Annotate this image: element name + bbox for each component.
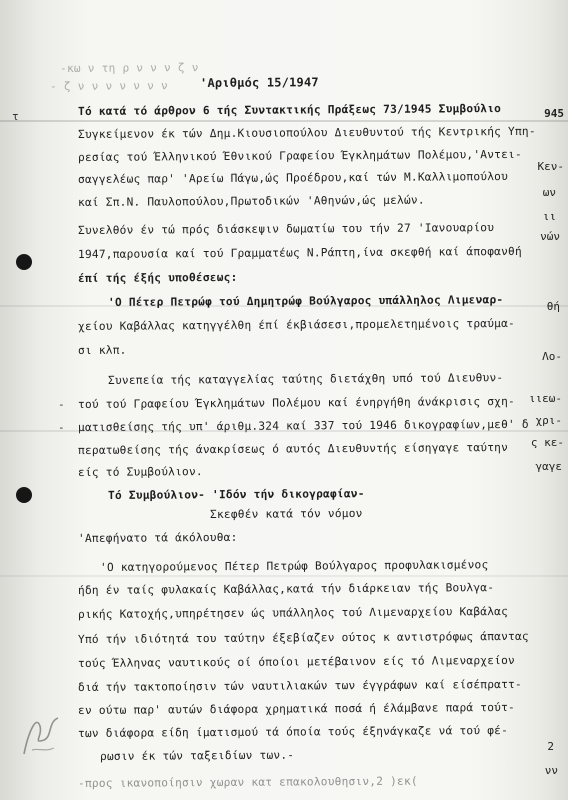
margin-note: ων xyxy=(542,186,556,199)
margin-note: 2 xyxy=(547,740,554,753)
text-line: Συγκείμενον έκ τών Δημ.Κιουσιοπούλου Διευθυντού τής Κεντρικής Υπη- xyxy=(77,124,536,141)
bleed-through-text: -κω ν τη ρ ν ν ν ζ ν xyxy=(59,61,199,75)
text-line: είς τό Συμβούλιον. xyxy=(77,465,203,479)
text-line: 1947,παρουσία καί τού Γραμματέως Ν.Ράπτη,ίνα σκεφθή καί άποφανθή xyxy=(77,244,522,261)
text-line: Τό κατά τό άρθρον 6 τής Συντακτικής Πράξεως 73/1945 Συμβούλιο xyxy=(77,102,502,118)
text-line: τούς Έλληνας ναυτικούς οί όποίοι μετέβαινον είς τό Λιμεναρχείον xyxy=(77,653,515,670)
text-line: των διάφορα είδη ίματισμού τά όποία τούς έξηνάγκαζε νά τού φέ- xyxy=(77,723,509,740)
text-line: τού τού Γραφείου Έγκλημάτων Πολέμου καί ένηργήθη άνάκρισις σχη- xyxy=(77,394,515,411)
text-line: διά τήν τακτοποίησιν τών ναυτιλιακών των έγγράφων καί είσέπραττ- xyxy=(77,677,522,694)
punch-hole xyxy=(16,487,32,503)
text-line: ματισθείσης τής υπ' άριθμ.324 καί 337 τού 1946 δικογραφίων,μεθ' δ xyxy=(77,417,529,434)
left-margin-mark: τ xyxy=(12,110,19,123)
margin-note: ιι xyxy=(542,210,556,223)
scan-streak xyxy=(0,575,568,577)
margin-note: γαγε xyxy=(535,460,562,473)
text-line: Συνελθόν έν τώ πρός διάσκεψιν δωματίω του τήν 27 'Ιανουαρίου xyxy=(77,221,495,237)
text-line: Τό Συμβούλιον- 'Ιδόν τήν δικογραφίαν- xyxy=(107,487,365,502)
text-line: 'Ο κατηγορούμενος Πέτερ Πετρώφ Βούλγαρος προφυλακισμένος xyxy=(99,558,489,574)
text-line: περατωθείσης τής άνακρίσεως ό αυτός Διευθυντής είσηγαγε ταύτην xyxy=(77,440,509,457)
margin-note: χρι- xyxy=(535,414,562,427)
text-line: Σκεφθέν κατά τόν νόμον xyxy=(209,506,363,521)
text-line: ήδη έν ταίς φυλακαίς Καβάλλας,κατά τήν διάρκειαν τής Βουλγα- xyxy=(77,581,495,597)
margin-note: Κεν- xyxy=(537,160,564,173)
margin-note: νν xyxy=(544,764,558,777)
text-line: σι κλπ. xyxy=(77,343,127,357)
margin-note: Λο- xyxy=(542,350,562,363)
margin-note: θή xyxy=(546,300,560,313)
text-line: έπί τής έξής υποθέσεως: xyxy=(77,270,238,285)
text-line: σαγγελέως παρ' 'Αρείω Πάγω,ώς Προέδρου,καί τών Μ.Καλλιμοπούλου xyxy=(77,169,509,186)
margin-note: 945 xyxy=(544,107,564,120)
margin-note: νών xyxy=(540,230,560,243)
text-line: ρικής Κατοχής,υπηρέτησεν ώς υπάλληλος τού Λιμεναρχείου Καβάλας xyxy=(77,604,509,621)
bleed-through-text: - ζ ν ν ν ν ν ν ν xyxy=(49,79,168,93)
text-line: εν ούτω παρ' αυτών διάφορα χρηματικά ποσά ή έλάμβανε παρά τούτ- xyxy=(77,700,515,717)
punch-hole xyxy=(16,254,32,270)
text-line: 'Απεφήνατο τά άκόλουθα: xyxy=(77,530,238,545)
text-line: καί Σπ.Ν. Παυλοπούλου,Πρωτοδικών 'Αθηνών,ώς μελών. xyxy=(77,193,425,209)
text-line: ρωσιν έκ τών ταξειδίων των.- xyxy=(99,748,295,763)
text-line: Υπό τήν ιδιότητά του ταύτην έξεβίαζεν ούτος κ αντιστρόφως άπαντας xyxy=(77,629,529,646)
left-margin-mark: - xyxy=(58,421,65,434)
text-line: Συνεπεία τής καταγγελίας ταύτης διετάχθη υπό τού Διευθυν- xyxy=(107,371,504,387)
handwritten-mark xyxy=(18,704,66,760)
margin-note: ιιεω- xyxy=(528,392,562,405)
text-line: ρεσίας τού Έλληνικού Έθνικού Γραφείου Έγκλημάτων Πολέμου,'Αντει- xyxy=(77,147,522,164)
text-line: χείου Καβάλλας κατηγγέλθη έπί έκβιάσεσι,προμελετημένοις τραύμα- xyxy=(77,316,515,333)
left-margin-mark: - xyxy=(58,398,65,411)
text-line: -προς ικανοποίησιν χωραν κατ επακολουθησιν,2 )εκ( xyxy=(77,774,418,790)
document-number: 'Αριθμός 15/1947 xyxy=(199,75,319,90)
text-line: 'Ο Πέτερ Πετρώφ τού Δημητρώφ Βούλγαρος υπάλληλος Λιμεναρ- xyxy=(107,293,504,309)
margin-note: ς κε- xyxy=(530,436,564,449)
scan-streak xyxy=(0,120,568,122)
